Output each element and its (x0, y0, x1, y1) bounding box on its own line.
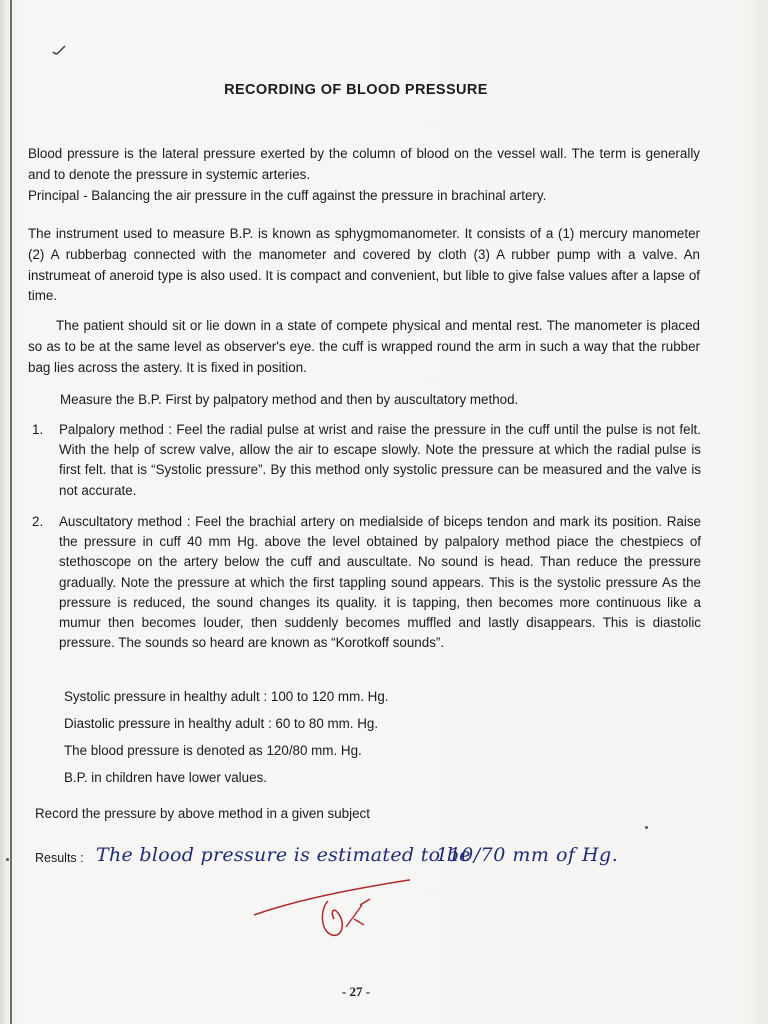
fact-children: B.P. in children have lower values. (64, 770, 267, 785)
paragraph-definition: Blood pressure is the lateral pressure exerted by the column of blood on the vessel wall. The term is generally and to denote the pressure in systemic arteries. (28, 146, 700, 182)
list-item-text: Palpalory method : Feel the radial pulse at wrist and raise the pressure in the cuff until the pulse is not felt. With the help of screw valve, allow the air to escape slowly. Note the pressure at which the radial pulse is first felt. that is “Systolic pressure”. By this method only systolic pressure can be measured and the valve is not accurate. (59, 422, 701, 498)
paragraph-measure: Measure the B.P. First by palpatory method and then by auscultatory method. (60, 392, 519, 407)
paragraph-instrument: The instrument used to measure B.P. is known as sphygmomanometer. It consists of a (1) mercury manometer (2) A rubberbag connected with the manometer and covered by cloth (3) A rubber pump with a valve. An instrumeat of aneroid type is also used. It is compact and convenient, but lible to give false values after a lapse of time. (28, 226, 700, 304)
handwritten-result-value: 110/70 mm of Hg. (436, 844, 619, 866)
signature-mark (250, 875, 410, 945)
list-item-number: 1. (32, 422, 44, 437)
binding-edge-line (10, 0, 12, 1024)
results-label: Results : (35, 851, 84, 865)
paragraph-patient-position: The patient should sit or lie down in a state of compete physical and mental rest. The manometer is placed so as to be at the same level as observer's eye. the cuff is wrapped round the arm in such a way that the rubber bag lies across the astery. It is fixed in position. (28, 318, 700, 375)
list-item-number: 2. (32, 514, 44, 529)
fact-notation: The blood pressure is denoted as 120/80 mm. Hg. (64, 743, 362, 758)
margin-dot (645, 826, 648, 829)
handwritten-result-text: The blood pressure is estimated to be (96, 844, 471, 866)
margin-dot (6, 858, 9, 861)
record-instruction: Record the pressure by above method in a given subject (35, 806, 370, 821)
page-number: - 27 - (341, 984, 371, 999)
fact-systolic: Systolic pressure in healthy adult : 100 to 120 mm. Hg. (64, 689, 389, 704)
pencil-tick-mark (52, 44, 66, 56)
handwritten-result (96, 838, 619, 878)
page-title: RECORDING OF BLOOD PRESSURE (224, 82, 488, 98)
paragraph-principle: Principal - Balancing the air pressure in the cuff against the pressure in brachinal artery. (28, 188, 547, 203)
fact-diastolic: Diastolic pressure in healthy adult : 60 to 80 mm. Hg. (64, 716, 379, 731)
list-item-text: Auscultatory method : Feel the brachial artery on medialside of biceps tendon and mark its position. Raise the pressure in cuff 40 mm Hg. above the level obtained by palpalory method piace the chestpiecs of stethoscope on the artery below the cuff and auscultate. No sound is head. Than reduce the pressure gradually. Note the pressure at which the first tappling sound appears. This is the systolic pressure As the pressure is reduced, the sound changes its quality. it is tapping, then becomes more continuous like a mumur then becomes louder, then suddenly becomes muffled and lastly disappears. This is diastolic pressure. The sounds so heard are known as “Korotkoff sounds”. (59, 514, 701, 651)
